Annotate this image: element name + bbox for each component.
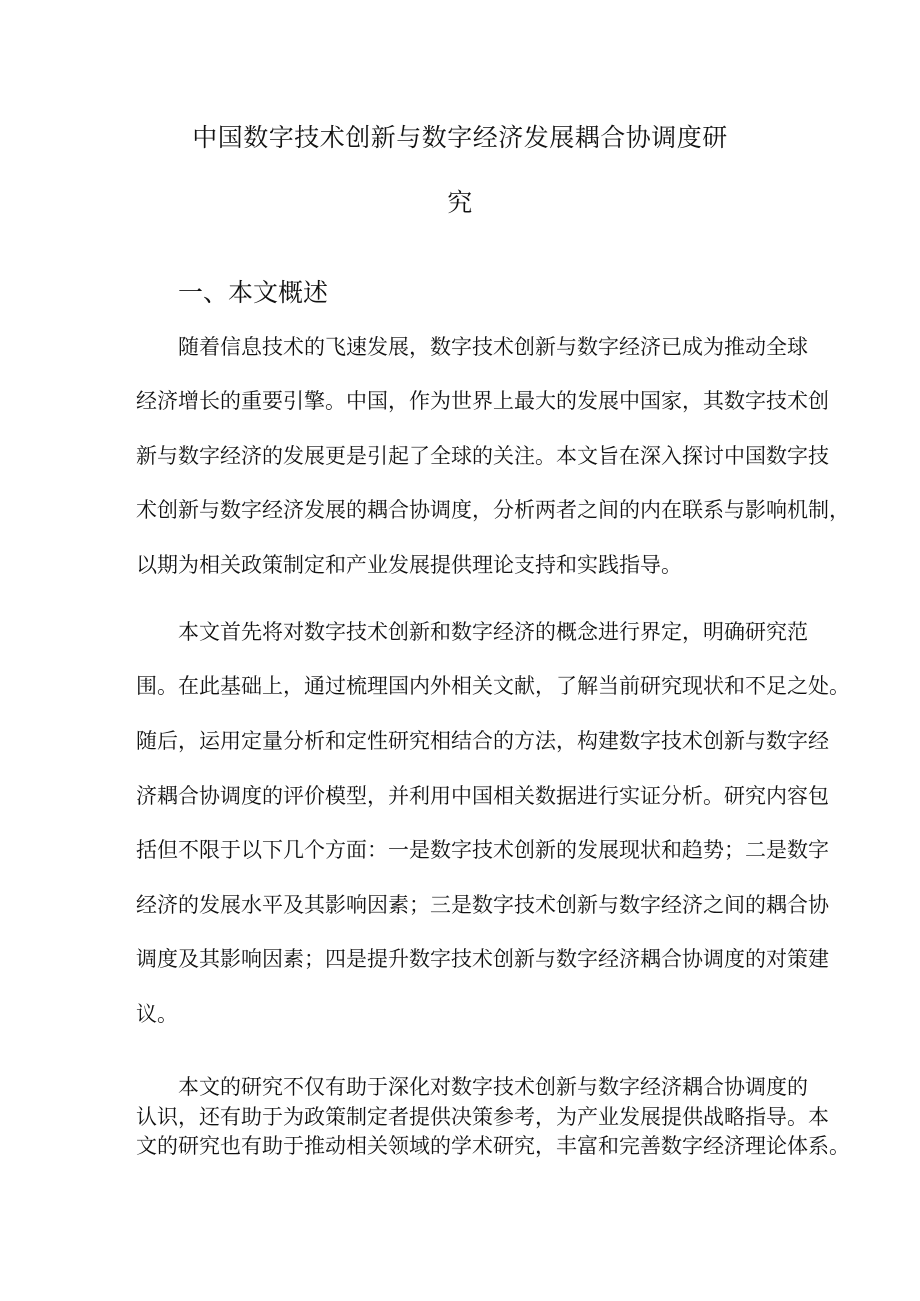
paragraph-1-line-2: 经济增长的重要引擎。中国，作为世界上最大的发展中国家，其数字技术创 <box>136 389 829 413</box>
paragraph-2-line-5: 括但不限于以下几个方面：一是数字技术创新的发展现状和趋势；二是数字 <box>136 838 829 862</box>
paragraph-2-line-7: 调度及其影响因素；四是提升数字技术创新与数字经济耦合协调度的对策建 <box>136 947 829 971</box>
paragraph-1-line-3: 新与数字经济的发展更是引起了全球的关注。本文旨在深入探讨中国数字技 <box>136 444 829 468</box>
paragraph-2-line-4: 济耦合协调度的评价模型，并利用中国相关数据进行实证分析。研究内容包 <box>136 784 829 808</box>
document-title-line-1: 中国数字技术创新与数字经济发展耦合协调度研 <box>192 123 728 152</box>
paragraph-3-line-1: 本文的研究不仅有助于深化对数字技术创新与数字经济耦合协调度的 <box>178 1075 808 1099</box>
paragraph-2-line-3: 随后，运用定量分析和定性研究相结合的方法，构建数字技术创新与数字经 <box>136 729 829 753</box>
paragraph-3-line-3: 文的研究也有助于推动相关领域的学术研究，丰富和完善数字经济理论体系。 <box>136 1134 850 1158</box>
paragraph-1-line-1: 随着信息技术的飞速发展，数字技术创新与数字经济已成为推动全球 <box>178 335 808 359</box>
paragraph-2-line-1: 本文首先将对数字技术创新和数字经济的概念进行界定，明确研究范 <box>178 620 808 644</box>
paragraph-1-line-5: 以期为相关政策制定和产业发展提供理论支持和实践指导。 <box>136 553 682 577</box>
section-heading: 一、本文概述 <box>178 278 329 307</box>
paragraph-2-line-6: 经济的发展水平及其影响因素；三是数字技术创新与数字经济之间的耦合协 <box>136 893 829 917</box>
paragraph-2-line-8: 议。 <box>136 1002 178 1026</box>
document-title-line-2: 究 <box>447 188 473 217</box>
paragraph-3-line-2: 认识，还有助于为政策制定者提供决策参考，为产业发展提供战略指导。本 <box>136 1105 829 1129</box>
paragraph-1-line-4: 术创新与数字经济发展的耦合协调度，分析两者之间的内在联系与影响机制， <box>136 498 850 522</box>
paragraph-2-line-2: 围。在此基础上，通过梳理国内外相关文献，了解当前研究现状和不足之处。 <box>136 674 850 698</box>
